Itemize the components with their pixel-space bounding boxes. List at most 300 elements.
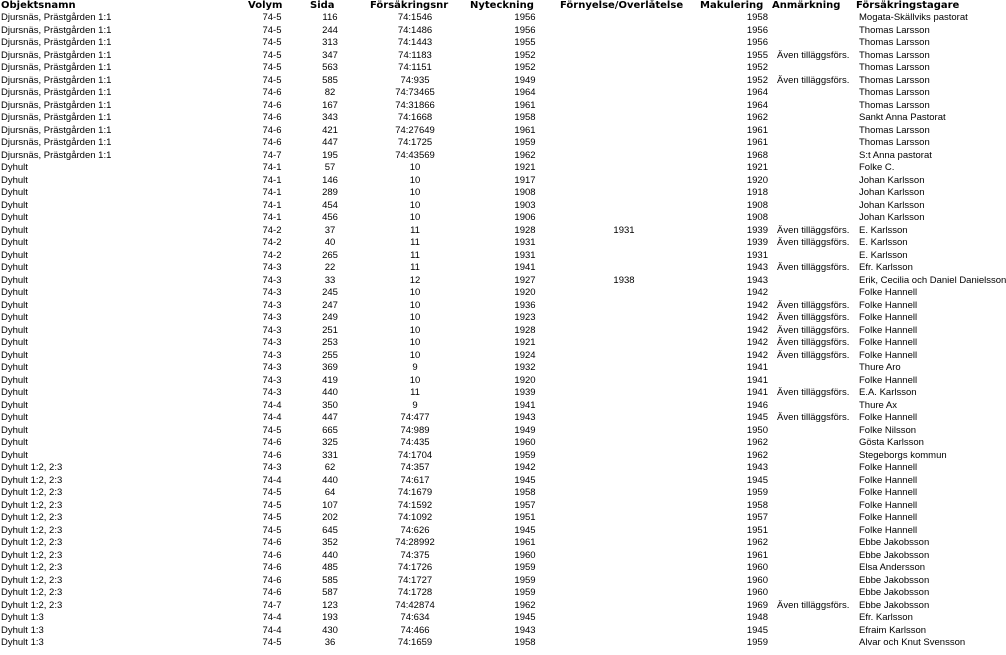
cell-forsakringstagare[interactable]: Thure Aro [859,362,901,373]
cell-volym[interactable]: 74-3 [262,274,282,286]
cell-volym[interactable]: 74-6 [262,537,282,548]
table-row[interactable] [0,250,960,263]
cell-fornyelse[interactable] [560,325,700,338]
cell-makulering[interactable]: 1959 [746,637,768,648]
cell-sida[interactable]: 430 [322,624,338,636]
cell-volym[interactable]: 74-6 [262,587,282,598]
cell-makulering[interactable]: 1956 [746,37,768,48]
cell-nyteckning[interactable]: 1964 [514,87,536,98]
cell-makulering[interactable]: 1943 [746,462,768,473]
cell-forsakringsnr[interactable]: 10 [409,312,421,323]
cell-nyteckning[interactable]: 1908 [514,187,536,198]
table-row[interactable] [0,375,960,388]
cell-forsakringstagare[interactable]: Folke Hannell [859,374,918,386]
cell-anmarkning[interactable] [772,212,856,225]
table-row[interactable] [0,637,960,650]
cell-nyteckning[interactable]: 1931 [514,249,536,261]
cell-anmarkning[interactable] [772,250,856,263]
cell-fornyelse[interactable] [560,137,700,150]
cell-fornyelse[interactable] [560,575,700,588]
cell-forsakringsnr[interactable]: 74:435 [400,437,430,448]
cell-volym[interactable]: 74-6 [262,574,282,586]
cell-makulering[interactable]: 1939 [746,224,768,236]
cell-nyteckning[interactable]: 1962 [514,599,536,611]
cell-anmarkning[interactable] [772,612,856,625]
table-row[interactable] [0,487,960,500]
cell-forsakringstagare[interactable]: Thomas Larsson [859,74,930,86]
cell-sida[interactable]: 82 [324,87,336,98]
cell-anmarkning[interactable] [772,125,856,138]
cell-sida[interactable]: 563 [322,62,338,73]
cell-makulering[interactable]: 1942 [746,324,768,336]
cell-nyteckning[interactable]: 1961 [514,537,536,548]
cell-volym[interactable]: 74-3 [262,349,282,361]
cell-fornyelse[interactable] [560,262,700,275]
header-anmarkning[interactable]: Anmärkning [772,0,841,11]
cell-anmarkning[interactable] [772,87,856,100]
cell-volym[interactable]: 74-5 [262,487,282,498]
cell-objektsnamn[interactable]: Dyhult [1,299,28,311]
cell-forsakringsnr[interactable]: 10 [409,299,421,311]
cell-volym[interactable]: 74-3 [262,287,282,298]
cell-nyteckning[interactable]: 1951 [514,512,536,523]
table-row[interactable] [0,50,960,63]
cell-nyteckning[interactable]: 1906 [514,212,536,223]
cell-nyteckning[interactable]: 1957 [514,499,536,511]
cell-sida[interactable]: 585 [322,574,338,586]
table-row[interactable] [0,325,960,338]
cell-objektsnamn[interactable]: Dyhult [1,287,28,298]
cell-fornyelse[interactable] [560,450,700,463]
cell-fornyelse[interactable] [560,612,700,625]
cell-volym[interactable]: 74-3 [262,337,282,348]
cell-anmarkning[interactable] [772,187,856,200]
table-row[interactable] [0,425,960,438]
cell-anmarkning[interactable] [772,562,856,575]
cell-anmarkning[interactable] [772,500,856,513]
cell-sida[interactable]: 245 [322,287,338,298]
cell-volym[interactable]: 74-3 [262,362,282,373]
cell-volym[interactable]: 74-1 [262,162,282,173]
cell-nyteckning[interactable]: 1941 [514,262,536,273]
cell-objektsnamn[interactable]: Djursnäs, Prästgården 1:1 [1,49,112,61]
cell-nyteckning[interactable]: 1920 [514,374,536,386]
cell-forsakringsnr[interactable]: 11 [410,237,420,248]
cell-fornyelse[interactable] [560,475,700,488]
cell-forsakringstagare[interactable]: Johan Karlsson [859,212,925,223]
cell-forsakringsnr[interactable]: 74:42874 [395,599,435,611]
cell-fornyelse[interactable] [560,487,700,500]
cell-anmarkning[interactable]: Även tilläggsförs. [777,599,850,611]
cell-forsakringsnr[interactable]: 10 [409,324,421,336]
cell-sida[interactable]: 22 [324,262,336,273]
table-row[interactable] [0,287,960,300]
cell-fornyelse[interactable] [560,337,700,350]
cell-makulering[interactable]: 1955 [746,49,768,61]
cell-nyteckning[interactable]: 1943 [514,412,536,423]
table-row[interactable] [0,525,960,538]
table-row[interactable] [0,312,960,325]
table-row[interactable] [0,225,960,238]
table-row[interactable] [0,62,960,75]
cell-anmarkning[interactable]: Även tilläggsförs. [777,74,850,86]
cell-nyteckning[interactable]: 1903 [514,199,536,211]
cell-makulering[interactable]: 1962 [746,537,768,548]
cell-objektsnamn[interactable]: Dyhult [1,337,28,348]
cell-objektsnamn[interactable]: Dyhult 1:2, 2:3 [1,487,63,498]
cell-objektsnamn[interactable]: Dyhult [1,312,28,323]
cell-forsakringstagare[interactable]: Alvar och Knut Svensson [859,637,966,648]
cell-nyteckning[interactable]: 1959 [514,137,536,148]
cell-volym[interactable]: 74-4 [262,399,282,411]
cell-forsakringstagare[interactable]: Folke Hannell [859,524,918,536]
cell-fornyelse[interactable] [560,437,700,450]
cell-forsakringsnr[interactable]: 12 [409,274,421,286]
cell-volym[interactable]: 74-1 [262,187,282,198]
header-sida[interactable]: Sida [310,0,335,11]
cell-volym[interactable]: 74-7 [262,599,282,611]
cell-makulering[interactable]: 1948 [746,612,768,623]
cell-makulering[interactable]: 1969 [746,599,768,611]
cell-sida[interactable]: 195 [322,149,338,161]
cell-makulering[interactable]: 1943 [746,274,768,286]
cell-anmarkning[interactable] [772,637,856,650]
cell-forsakringstagare[interactable]: Folke Hannell [859,337,918,348]
cell-objektsnamn[interactable]: Dyhult 1:2, 2:3 [1,574,63,586]
cell-forsakringsnr[interactable]: 74:27649 [395,124,435,136]
cell-volym[interactable]: 74-5 [262,12,282,23]
cell-forsakringstagare[interactable]: Ebbe Jakobsson [859,599,930,611]
cell-forsakringsnr[interactable]: 10 [409,174,421,186]
cell-forsakringstagare[interactable]: Folke Hannell [859,324,918,336]
cell-makulering[interactable]: 1946 [746,399,768,411]
cell-anmarkning[interactable] [772,400,856,413]
cell-nyteckning[interactable]: 1936 [514,299,536,311]
cell-volym[interactable]: 74-5 [262,499,282,511]
cell-nyteckning[interactable]: 1958 [514,112,536,123]
cell-fornyelse[interactable] [560,62,700,75]
cell-forsakringstagare[interactable]: E. Karlsson [859,249,908,261]
cell-forsakringstagare[interactable]: Ebbe Jakobsson [859,537,930,548]
cell-volym[interactable]: 74-5 [262,24,282,36]
cell-sida[interactable]: 289 [322,187,338,198]
cell-anmarkning[interactable] [772,525,856,538]
cell-objektsnamn[interactable]: Dyhult 1:2, 2:3 [1,599,63,611]
cell-anmarkning[interactable] [772,275,856,288]
cell-makulering[interactable]: 1918 [746,187,768,198]
cell-objektsnamn[interactable]: Dyhult [1,224,28,236]
cell-nyteckning[interactable]: 1955 [514,37,536,48]
cell-nyteckning[interactable]: 1949 [514,74,536,86]
cell-sida[interactable]: 251 [322,324,338,336]
cell-nyteckning[interactable]: 1949 [514,424,536,436]
cell-objektsnamn[interactable]: Djursnäs, Prästgården 1:1 [1,99,112,111]
cell-sida[interactable]: 33 [324,274,336,286]
cell-objektsnamn[interactable]: Dyhult [1,262,28,273]
cell-sida[interactable]: 167 [322,99,338,111]
cell-forsakringsnr[interactable]: 74:477 [400,412,430,423]
cell-forsakringstagare[interactable]: Thomas Larsson [859,137,930,148]
cell-forsakringstagare[interactable]: Ebbe Jakobsson [859,549,930,561]
cell-sida[interactable]: 325 [322,437,338,448]
cell-fornyelse[interactable] [560,187,700,200]
table-row[interactable] [0,87,960,100]
cell-objektsnamn[interactable]: Dyhult [1,399,28,411]
cell-sida[interactable]: 347 [322,49,338,61]
cell-nyteckning[interactable]: 1939 [514,387,536,398]
table-row[interactable] [0,512,960,525]
cell-forsakringstagare[interactable]: E. Karlsson [859,237,908,248]
cell-makulering[interactable]: 1942 [746,349,768,361]
table-row[interactable] [0,387,960,400]
cell-sida[interactable]: 36 [324,637,336,648]
cell-objektsnamn[interactable]: Dyhult 1:2, 2:3 [1,462,63,473]
cell-nyteckning[interactable]: 1921 [514,337,536,348]
cell-volym[interactable]: 74-1 [262,212,282,223]
table-row[interactable] [0,437,960,450]
cell-forsakringsnr[interactable]: 74:31866 [395,99,435,111]
cell-anmarkning[interactable] [772,200,856,213]
cell-fornyelse[interactable] [560,350,700,363]
cell-fornyelse[interactable] [560,125,700,138]
cell-anmarkning[interactable] [772,25,856,38]
cell-anmarkning[interactable] [772,175,856,188]
cell-forsakringsnr[interactable]: 74:73465 [395,87,435,98]
cell-objektsnamn[interactable]: Dyhult [1,449,28,461]
cell-sida[interactable]: 62 [324,462,336,473]
cell-fornyelse[interactable] [560,312,700,325]
cell-makulering[interactable]: 1950 [746,424,768,436]
cell-anmarkning[interactable]: Även tilläggsförs. [777,337,850,348]
cell-objektsnamn[interactable]: Dyhult 1:2, 2:3 [1,524,63,536]
cell-forsakringstagare[interactable]: Thomas Larsson [859,99,930,111]
table-row[interactable] [0,112,960,125]
table-row[interactable] [0,137,960,150]
cell-fornyelse[interactable] [560,175,700,188]
table-row[interactable] [0,362,960,375]
cell-fornyelse[interactable] [560,462,700,475]
cell-objektsnamn[interactable]: Dyhult [1,199,28,211]
cell-makulering[interactable]: 1942 [746,299,768,311]
cell-forsakringsnr[interactable]: 74:1443 [397,37,433,48]
header-volym[interactable]: Volym [248,0,283,11]
cell-volym[interactable]: 74-6 [262,137,282,148]
cell-sida[interactable]: 352 [322,537,338,548]
cell-makulering[interactable]: 1908 [746,212,768,223]
cell-nyteckning[interactable]: 1943 [514,624,536,636]
cell-anmarkning[interactable] [772,150,856,163]
cell-makulering[interactable]: 1908 [746,199,768,211]
cell-fornyelse[interactable] [560,587,700,600]
cell-volym[interactable]: 74-6 [262,549,282,561]
cell-objektsnamn[interactable]: Dyhult [1,387,28,398]
table-row[interactable] [0,12,960,25]
table-row[interactable] [0,162,960,175]
cell-forsakringstagare[interactable]: Elsa Andersson [859,562,926,573]
cell-fornyelse[interactable] [560,212,700,225]
table-row[interactable] [0,100,960,113]
cell-forsakringstagare[interactable]: Johan Karlsson [859,174,925,186]
cell-nyteckning[interactable]: 1941 [514,399,536,411]
cell-forsakringsnr[interactable]: 74:1659 [397,637,433,648]
cell-fornyelse[interactable]: 1931 [613,224,635,236]
cell-forsakringsnr[interactable]: 74:634 [400,612,430,623]
cell-fornyelse[interactable] [560,250,700,263]
cell-sida[interactable]: 485 [322,562,338,573]
cell-makulering[interactable]: 1961 [746,137,768,148]
cell-sida[interactable]: 202 [322,512,338,523]
table-row[interactable] [0,412,960,425]
cell-objektsnamn[interactable]: Dyhult [1,349,28,361]
cell-objektsnamn[interactable]: Dyhult [1,437,28,448]
cell-makulering[interactable]: 1945 [746,412,768,423]
cell-nyteckning[interactable]: 1924 [514,349,536,361]
cell-anmarkning[interactable] [772,575,856,588]
cell-anmarkning[interactable]: Även tilläggsförs. [777,237,850,248]
cell-objektsnamn[interactable]: Djursnäs, Prästgården 1:1 [1,24,112,36]
cell-objektsnamn[interactable]: Dyhult [1,249,28,261]
cell-anmarkning[interactable] [772,62,856,75]
cell-forsakringstagare[interactable]: Folke Nilsson [859,424,917,436]
header-forsakringsnr[interactable]: Försäkringsnr [370,0,449,11]
cell-makulering[interactable]: 1952 [746,74,768,86]
table-row[interactable] [0,212,960,225]
cell-volym[interactable]: 74-6 [262,99,282,111]
cell-fornyelse[interactable] [560,537,700,550]
cell-nyteckning[interactable]: 1928 [514,324,536,336]
cell-fornyelse[interactable] [560,500,700,513]
cell-volym[interactable]: 74-4 [262,624,282,636]
cell-makulering[interactable]: 1958 [746,499,768,511]
cell-volym[interactable]: 74-3 [262,462,282,473]
cell-fornyelse[interactable] [560,562,700,575]
header-forsakringstagare[interactable]: Försäkringstagare [856,0,960,11]
cell-anmarkning[interactable]: Även tilläggsförs. [777,49,850,61]
cell-forsakringstagare[interactable]: Gösta Karlsson [859,437,924,448]
cell-forsakringstagare[interactable]: Sankt Anna Pastorat [859,112,946,123]
cell-anmarkning[interactable] [772,162,856,175]
cell-forsakringstagare[interactable]: Johan Karlsson [859,199,925,211]
cell-forsakringsnr[interactable]: 10 [409,212,421,223]
cell-sida[interactable]: 57 [324,162,336,173]
table-row[interactable] [0,612,960,625]
cell-objektsnamn[interactable]: Dyhult 1:2, 2:3 [1,549,63,561]
cell-objektsnamn[interactable]: Dyhult 1:2, 2:3 [1,537,63,548]
cell-objektsnamn[interactable]: Dyhult [1,412,28,423]
cell-sida[interactable]: 313 [322,37,338,48]
cell-anmarkning[interactable]: Även tilläggsförs. [777,312,850,323]
cell-anmarkning[interactable] [772,475,856,488]
cell-forsakringsnr[interactable]: 10 [409,199,421,211]
cell-fornyelse[interactable] [560,25,700,38]
cell-fornyelse[interactable] [560,625,700,638]
table-row[interactable] [0,150,960,163]
cell-objektsnamn[interactable]: Djursnäs, Prästgården 1:1 [1,62,112,73]
cell-anmarkning[interactable] [772,512,856,525]
cell-sida[interactable]: 440 [322,387,338,398]
table-row[interactable] [0,462,960,475]
cell-fornyelse[interactable] [560,12,700,25]
cell-forsakringsnr[interactable]: 74:357 [400,462,430,473]
cell-sida[interactable]: 665 [322,424,338,436]
cell-forsakringstagare[interactable]: Folke Hannell [859,349,918,361]
cell-makulering[interactable]: 1962 [746,112,768,123]
cell-objektsnamn[interactable]: Djursnäs, Prästgården 1:1 [1,124,112,136]
cell-objektsnamn[interactable]: Djursnäs, Prästgården 1:1 [1,137,112,148]
cell-forsakringsnr[interactable]: 74:1726 [397,562,433,573]
cell-forsakringstagare[interactable]: Folke C. [859,162,895,173]
cell-forsakringsnr[interactable]: 9 [412,399,418,411]
cell-forsakringsnr[interactable]: 74:1183 [398,49,432,61]
header-fornyelse[interactable]: Förnyelse/Överlåtelse [560,0,684,11]
cell-sida[interactable]: 350 [322,399,338,411]
cell-makulering[interactable]: 1920 [746,174,768,186]
cell-volym[interactable]: 74-2 [262,224,282,236]
cell-objektsnamn[interactable]: Dyhult 1:3 [1,612,44,623]
cell-volym[interactable]: 74-3 [262,262,282,273]
cell-sida[interactable]: 146 [322,174,338,186]
cell-volym[interactable]: 74-6 [262,124,282,136]
cell-fornyelse[interactable] [560,400,700,413]
table-row[interactable] [0,275,960,288]
cell-fornyelse[interactable] [560,112,700,125]
cell-objektsnamn[interactable]: Dyhult 1:3 [1,624,44,636]
cell-fornyelse[interactable] [560,37,700,50]
cell-forsakringsnr[interactable]: 74:1486 [397,24,433,36]
cell-makulering[interactable]: 1931 [746,249,768,261]
cell-volym[interactable]: 74-1 [262,199,282,211]
cell-forsakringsnr[interactable]: 74:1092 [397,512,433,523]
cell-volym[interactable]: 74-5 [262,49,282,61]
cell-objektsnamn[interactable]: Dyhult [1,324,28,336]
cell-anmarkning[interactable]: Även tilläggsförs. [777,412,850,423]
cell-forsakringstagare[interactable]: E.A. Karlsson [859,387,917,398]
cell-makulering[interactable]: 1942 [746,287,768,298]
cell-volym[interactable]: 74-6 [262,87,282,98]
cell-forsakringsnr[interactable]: 10 [409,287,421,298]
cell-volym[interactable]: 74-3 [262,312,282,323]
cell-fornyelse[interactable] [560,375,700,388]
cell-sida[interactable]: 107 [322,499,338,511]
cell-sida[interactable]: 587 [322,587,338,598]
cell-forsakringstagare[interactable]: Folke Hannell [859,474,918,486]
cell-objektsnamn[interactable]: Djursnäs, Prästgården 1:1 [1,12,112,23]
cell-sida[interactable]: 193 [322,612,338,623]
cell-makulering[interactable]: 1961 [746,124,768,136]
cell-volym[interactable]: 74-4 [262,412,282,423]
table-row[interactable] [0,37,960,50]
cell-forsakringsnr[interactable]: 11 [410,224,420,236]
cell-nyteckning[interactable]: 1960 [514,549,536,561]
table-row[interactable] [0,575,960,588]
cell-objektsnamn[interactable]: Djursnäs, Prästgården 1:1 [1,149,112,161]
cell-sida[interactable]: 343 [322,112,338,123]
cell-forsakringsnr[interactable]: 74:1727 [397,574,433,586]
cell-volym[interactable]: 74-7 [262,149,282,161]
cell-volym[interactable]: 74-6 [262,562,282,573]
cell-makulering[interactable]: 1945 [746,474,768,486]
cell-forsakringsnr[interactable]: 74:1546 [397,12,433,23]
cell-forsakringstagare[interactable]: Efraim Karlsson [859,624,927,636]
cell-makulering[interactable]: 1941 [746,387,768,398]
cell-sida[interactable]: 249 [322,312,338,323]
cell-fornyelse[interactable] [560,512,700,525]
cell-forsakringsnr[interactable]: 9 [412,362,418,373]
cell-anmarkning[interactable] [772,437,856,450]
cell-sida[interactable]: 37 [324,224,336,236]
table-row[interactable] [0,625,960,638]
cell-objektsnamn[interactable]: Djursnäs, Prästgården 1:1 [1,74,112,86]
